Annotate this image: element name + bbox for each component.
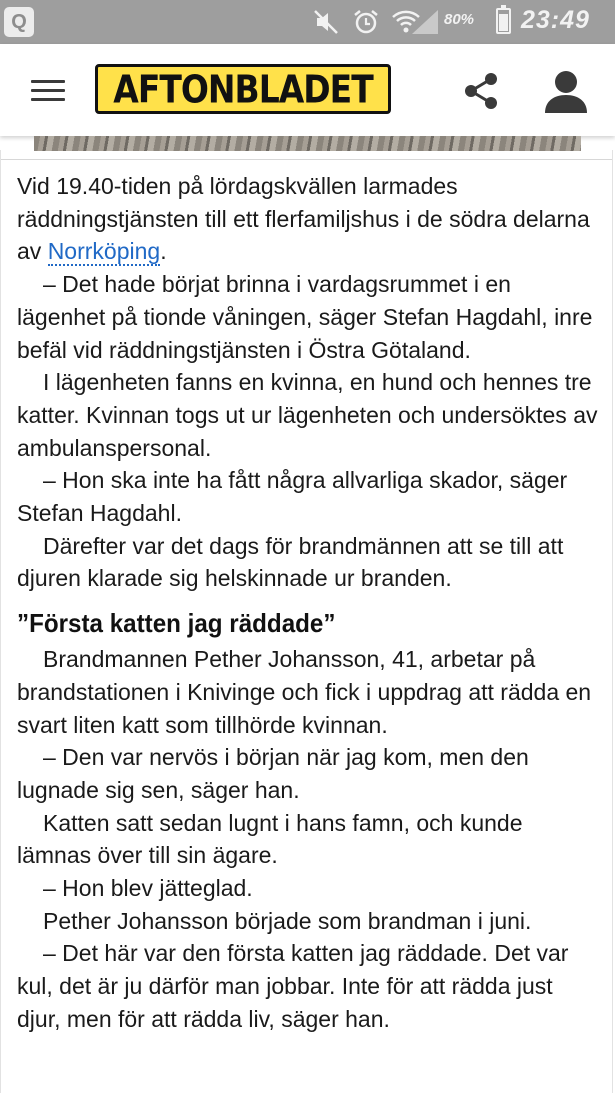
article-paragraph: Vid 19.40-tiden på lördagskvällen larmades räddningstjänsten till ett flerfamiljshus i de södra delarna av Norrköping. <box>17 173 590 265</box>
clock: 23:49 <box>521 6 590 34</box>
app-header <box>0 44 615 136</box>
share-icon[interactable] <box>460 70 502 112</box>
norrkoping-link[interactable]: Norrköping <box>47 238 161 265</box>
alarm-icon <box>352 8 380 36</box>
article-image <box>34 136 581 151</box>
article-paragraph: Brandmannen Pether Johansson, 41, arbetar på brandstationen i Knivinge och fick i uppdrag att rädda en svart liten katt som tillhörde kvinnan. <box>17 646 592 738</box>
article-paragraph: Pether Johansson började som brandman i juni. <box>43 907 532 934</box>
hamburger-menu-icon[interactable] <box>31 80 65 102</box>
user-account-icon[interactable] <box>542 67 590 115</box>
article-body <box>17 170 602 1036</box>
article-paragraph: – Hon ska inte ha fått några allvarliga skador, säger Stefan Hagdahl. <box>17 467 568 527</box>
app-q-icon: Q <box>4 7 34 37</box>
article-paragraph: Katten satt sedan lugnt i hans famn, och kunde lämnas över till sin ägare. <box>17 809 523 869</box>
article-paragraph: – Den var nervös i början när jag kom, men den lugnade sig sen, säger han. <box>17 744 529 803</box>
mute-icon <box>312 8 340 36</box>
article-paragraph: – Hon blev jätteglad. <box>43 875 253 902</box>
logo-text: AFTONBLADET <box>113 66 373 112</box>
aftonbladet-logo[interactable] <box>95 64 391 114</box>
article-paragraph: – Det här var den första katten jag räddade. Det var kul, det är ju därför man jobbar. Inte för att rädda just djur, men för att rädda liv, säger han. <box>17 940 569 1032</box>
battery-percent: 80% <box>444 11 475 28</box>
status-bar <box>0 0 615 44</box>
article-paragraph: – Det hade börjat brinna i vardagsrummet i en lägenhet på tionde våningen, säger Stefan Hagdahl, inre befäl vid räddningstjänsten i Östra Götaland. <box>17 271 593 363</box>
article-paragraph: I lägenheten fanns en kvinna, en hund och hennes tre katter. Kvinnan togs ut ur lägenheten och undersöktes av ambulanspersonal. <box>17 369 598 461</box>
battery-charging-icon <box>496 8 511 34</box>
signal-icon <box>410 8 440 36</box>
article-paragraph: Därefter var det dags för brandmännen att se till att djuren klarade sig helskinnade ur branden. <box>17 532 564 592</box>
article-subheading: ”Första katten jag räddade” <box>17 608 336 639</box>
